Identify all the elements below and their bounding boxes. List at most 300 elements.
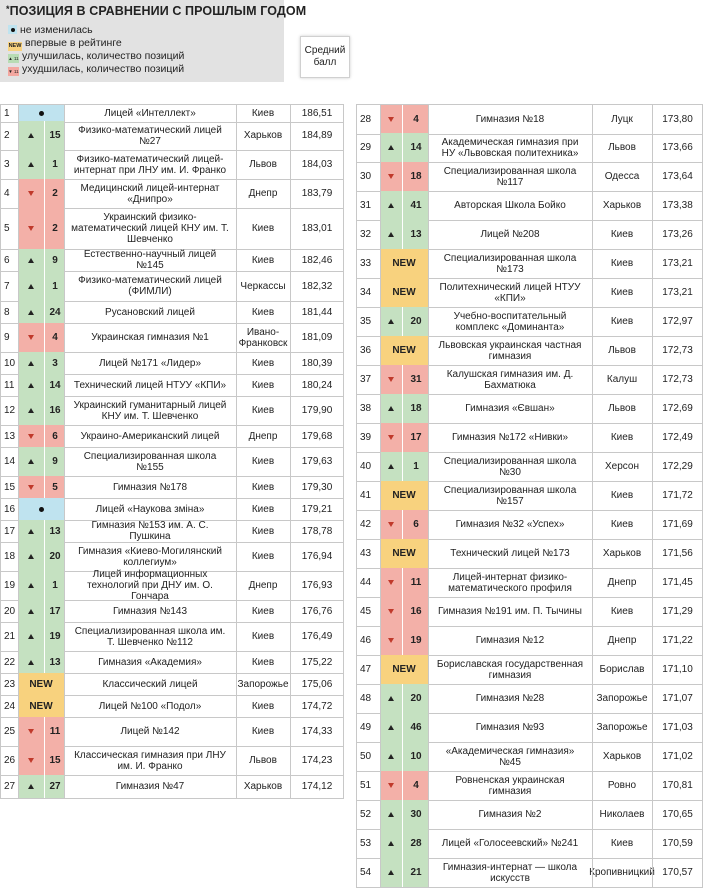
new-badge <box>18 673 64 695</box>
column-divider <box>343 121 344 150</box>
column-divider <box>592 626 593 655</box>
column-divider <box>592 713 593 742</box>
rank-cell: 22 <box>4 656 16 668</box>
position-change: 14 <box>44 374 65 396</box>
column-divider <box>652 713 653 742</box>
average-score: 173,64 <box>662 171 693 182</box>
column-divider <box>380 307 381 336</box>
rank-cell: 36 <box>360 345 372 356</box>
arrow-up-icon <box>28 133 34 138</box>
city: Киев <box>251 456 275 467</box>
arrow-up-icon <box>28 310 34 315</box>
arrow-up-icon <box>28 529 34 534</box>
new-label: NEW <box>29 678 53 690</box>
city: Киев <box>251 503 275 515</box>
column-divider <box>18 695 19 717</box>
position-change: 18 <box>402 162 429 191</box>
position-change: 1 <box>44 571 65 600</box>
average-score: 181,09 <box>301 332 333 343</box>
rank-cell: 23 <box>4 678 16 690</box>
up-arrow-cell <box>18 600 44 622</box>
column-divider <box>343 208 344 249</box>
column-divider <box>380 800 381 829</box>
column-divider <box>236 271 237 301</box>
up-arrow-cell <box>18 651 44 673</box>
city: Киев <box>251 481 275 493</box>
column-divider <box>64 396 65 425</box>
column-divider <box>343 476 344 498</box>
table-row <box>0 571 344 601</box>
average-score: 171,07 <box>662 693 693 704</box>
school-name: Технический лицей НТУУ «КПИ» <box>73 379 227 391</box>
city: Киев <box>610 287 634 298</box>
column-divider <box>652 510 653 539</box>
table-row <box>356 394 703 424</box>
position-change: 11 <box>44 717 65 746</box>
table-row <box>0 600 344 623</box>
column-divider <box>18 121 19 150</box>
down-arrow-cell <box>18 179 44 208</box>
down-arrow-cell <box>380 626 402 655</box>
average-score: 173,26 <box>662 229 693 240</box>
table-row <box>0 476 344 499</box>
column-divider <box>380 626 381 655</box>
average-score: 180,39 <box>301 357 333 369</box>
city: Запорожье <box>237 678 289 690</box>
column-divider <box>652 829 653 858</box>
arrow-up-icon <box>28 634 34 639</box>
column-divider <box>236 746 237 775</box>
school-name: Гимназия №47 <box>115 781 185 792</box>
city: Днепр <box>248 580 278 591</box>
column-divider <box>702 133 703 162</box>
column-divider <box>18 396 19 425</box>
column-divider <box>290 542 291 571</box>
column-divider <box>652 684 653 713</box>
table-row <box>356 829 703 859</box>
rank-cell: 1 <box>4 108 10 119</box>
average-score: 174,23 <box>301 755 333 766</box>
position-change: 28 <box>402 829 429 858</box>
rank-cell: 14 <box>4 456 16 467</box>
column-divider <box>428 771 429 800</box>
column-divider <box>64 498 65 520</box>
position-change: 41 <box>402 191 429 220</box>
same-dot-icon <box>8 25 17 34</box>
column-divider <box>64 374 65 396</box>
up-arrow-cell <box>18 542 44 571</box>
position-change: 19 <box>44 622 65 651</box>
column-divider <box>64 352 65 374</box>
position-change: 13 <box>44 520 65 542</box>
rank-cell: 30 <box>360 171 372 182</box>
city: Днепр <box>607 577 637 588</box>
column-divider <box>380 655 381 684</box>
column-divider <box>290 447 291 476</box>
average-score: 175,06 <box>301 678 333 690</box>
column-divider <box>18 622 19 651</box>
city: Киев <box>251 656 275 668</box>
table-row <box>0 520 344 543</box>
down-arrow-cell <box>380 365 402 394</box>
column-divider <box>592 394 593 423</box>
down-arrow-cell <box>380 568 402 597</box>
column-divider <box>592 684 593 713</box>
school-name: Учебно-воспитательный комплекс «Доминанта» <box>453 310 567 333</box>
position-change: 4 <box>44 323 65 352</box>
position-change: 20 <box>402 307 429 336</box>
up-arrow-cell <box>18 271 44 301</box>
rank-cell: 9 <box>4 332 10 343</box>
column-divider <box>702 568 703 597</box>
average-score: 184,89 <box>301 130 333 141</box>
city: Киев <box>251 254 275 266</box>
table-row <box>0 323 344 353</box>
up-arrow-cell <box>18 121 44 150</box>
up-arrow-cell <box>18 150 44 179</box>
rank-cell: 53 <box>360 838 372 849</box>
rank-cell: 49 <box>360 722 372 733</box>
city: Киев <box>610 258 634 269</box>
average-score: 179,90 <box>301 405 333 416</box>
column-divider <box>428 800 429 829</box>
city: Херсон <box>605 461 639 472</box>
city: Киев <box>610 229 634 240</box>
column-divider <box>380 423 381 452</box>
column-divider <box>428 423 429 452</box>
column-divider <box>380 539 381 568</box>
column-divider <box>428 191 429 220</box>
average-score: 173,80 <box>662 114 693 125</box>
column-divider <box>236 695 237 717</box>
school-name: Специализированная школа им. Т. Шевченко №112 <box>74 625 226 648</box>
rank-cell: 41 <box>360 490 372 501</box>
column-divider <box>236 520 237 542</box>
down-arrow-cell <box>18 476 44 498</box>
arrow-up-icon <box>388 812 394 817</box>
average-score: 176,76 <box>301 605 333 617</box>
column-divider <box>64 542 65 571</box>
column-divider <box>236 476 237 498</box>
avg-header-line1: Средний <box>304 45 346 56</box>
city: Киев <box>251 631 275 642</box>
table-row <box>356 481 703 511</box>
school-name: Украинский физико-математический лицей КНУ им. Т. Шевченко <box>71 212 229 245</box>
column-divider <box>702 800 703 829</box>
city: Калуш <box>606 374 638 385</box>
average-score: 171,56 <box>662 548 693 559</box>
column-divider <box>18 746 19 775</box>
rank-cell: 45 <box>360 606 372 617</box>
column-divider <box>592 829 593 858</box>
city: Киев <box>610 432 634 443</box>
column-divider <box>592 452 593 481</box>
city: Киев <box>251 108 275 119</box>
new-badge <box>380 481 428 510</box>
arrow-up-icon <box>28 162 34 167</box>
column-divider <box>290 208 291 249</box>
table-row <box>0 396 344 426</box>
arrow-down-icon <box>388 580 394 585</box>
column-divider <box>236 425 237 447</box>
column-divider <box>343 695 344 717</box>
up-arrow-cell <box>380 800 402 829</box>
column-divider <box>343 775 344 798</box>
column-divider <box>18 271 19 301</box>
position-change: 13 <box>402 220 429 249</box>
city: Киев <box>251 306 275 318</box>
average-score: 173,21 <box>662 287 693 298</box>
school-name: Лицей «Наукова зміна» <box>95 503 205 515</box>
school-name: Лицей №100 «Подол» <box>98 700 202 712</box>
column-divider <box>343 374 344 396</box>
column-divider <box>428 336 429 365</box>
column-divider <box>652 394 653 423</box>
column-divider <box>64 775 65 798</box>
average-score: 171,10 <box>662 664 693 675</box>
up-arrow-cell <box>380 713 402 742</box>
average-score: 170,65 <box>662 809 693 820</box>
average-score: 173,38 <box>662 200 693 211</box>
table-row <box>356 742 703 772</box>
table-row <box>0 498 344 521</box>
school-name: Физико-математический лицей-интернат при ЛНУ им. И. Франко <box>73 153 227 176</box>
down-arrow-cell <box>380 105 402 134</box>
rank-cell: 6 <box>4 254 10 266</box>
rank-cell: 5 <box>4 223 10 234</box>
column-divider <box>343 425 344 447</box>
column-divider <box>18 498 19 520</box>
column-divider <box>18 105 19 122</box>
column-divider <box>652 597 653 626</box>
column-divider <box>652 307 653 336</box>
column-divider <box>64 746 65 775</box>
column-divider <box>64 179 65 208</box>
column-divider <box>702 713 703 742</box>
column-divider <box>64 622 65 651</box>
arrow-up-icon <box>388 841 394 846</box>
average-score: 171,03 <box>662 722 693 733</box>
column-divider <box>18 301 19 323</box>
column-divider <box>652 278 653 307</box>
column-divider <box>592 510 593 539</box>
arrow-up-icon <box>28 284 34 289</box>
column-divider <box>380 510 381 539</box>
column-divider <box>18 651 19 673</box>
column-divider <box>236 121 237 150</box>
rank-cell: 35 <box>360 316 372 327</box>
column-divider <box>652 481 653 510</box>
column-divider <box>652 858 653 887</box>
rank-cell: 4 <box>4 188 10 199</box>
column-divider <box>702 655 703 684</box>
column-divider <box>428 742 429 771</box>
position-change: 14 <box>402 133 429 162</box>
position-change: 30 <box>402 800 429 829</box>
up-arrow-cell <box>18 396 44 425</box>
column-divider <box>64 150 65 179</box>
legend-down-label: ухудшилась, количество позиций <box>22 63 185 75</box>
arrow-up-icon <box>388 464 394 469</box>
column-divider <box>592 597 593 626</box>
city: Львов <box>608 345 636 356</box>
average-score: 172,73 <box>662 345 693 356</box>
city: Харьков <box>602 200 642 211</box>
column-divider <box>290 249 291 271</box>
up-arrow-cell <box>380 684 402 713</box>
column-divider <box>18 775 19 798</box>
column-divider <box>290 520 291 542</box>
school-name: Ровненская украинская гимназия <box>455 774 565 797</box>
column-divider <box>236 498 237 520</box>
column-divider <box>428 655 429 684</box>
column-divider <box>290 150 291 179</box>
column-divider <box>18 542 19 571</box>
rank-cell: 16 <box>4 503 16 515</box>
legend-title <box>6 4 306 18</box>
column-divider <box>652 655 653 684</box>
column-divider <box>428 307 429 336</box>
column-divider <box>428 278 429 307</box>
average-score-header <box>300 36 350 78</box>
position-change: 17 <box>44 600 65 622</box>
school-name: Гимназия №178 <box>112 481 188 493</box>
column-divider <box>428 452 429 481</box>
position-change: 20 <box>402 684 429 713</box>
school-name: Авторская Школа Бойко <box>454 200 566 211</box>
column-divider <box>652 568 653 597</box>
rank-cell: 17 <box>4 525 16 537</box>
column-divider <box>592 162 593 191</box>
table-row <box>356 684 703 714</box>
arrow-down-icon <box>28 226 34 231</box>
down-arrow-cell <box>380 423 402 452</box>
column-divider <box>380 365 381 394</box>
table-row <box>0 673 344 696</box>
table-row <box>356 655 703 685</box>
arrow-down-icon <box>28 729 34 734</box>
position-change: 2 <box>44 179 65 208</box>
rank-cell: 33 <box>360 258 372 269</box>
column-divider <box>702 597 703 626</box>
column-divider <box>343 249 344 271</box>
column-divider <box>290 695 291 717</box>
school-name: Бориславская государственная гимназия <box>436 658 584 681</box>
column-divider <box>18 600 19 622</box>
column-divider <box>290 374 291 396</box>
column-divider <box>343 271 344 301</box>
city: Киев <box>251 700 275 712</box>
table-row <box>0 746 344 776</box>
column-divider <box>428 510 429 539</box>
column-divider <box>290 673 291 695</box>
new-label: NEW <box>392 258 416 269</box>
legend <box>0 0 307 82</box>
column-divider <box>236 447 237 476</box>
up-badge-icon: ▲ 11 <box>8 56 19 61</box>
arrow-up-icon <box>388 725 394 730</box>
column-divider <box>652 423 653 452</box>
column-divider <box>428 220 429 249</box>
average-score: 184,03 <box>301 159 333 170</box>
up-arrow-cell <box>18 520 44 542</box>
column-divider <box>64 695 65 717</box>
column-divider <box>236 396 237 425</box>
school-name: Физико-математический лицей №27 <box>78 124 222 147</box>
column-divider <box>236 673 237 695</box>
city: Запорожье <box>596 722 648 733</box>
position-change: 1 <box>402 452 429 481</box>
column-divider <box>236 105 237 122</box>
average-score: 171,02 <box>662 751 693 762</box>
school-name: Специализированная школа №155 <box>83 450 217 473</box>
average-score: 176,49 <box>301 631 333 642</box>
table-row <box>356 510 703 540</box>
arrow-up-icon <box>388 696 394 701</box>
rank-cell: 24 <box>4 700 16 712</box>
column-divider <box>290 498 291 520</box>
column-divider <box>380 336 381 365</box>
table-row <box>0 208 344 250</box>
column-divider <box>380 829 381 858</box>
column-divider <box>18 476 19 498</box>
column-divider <box>592 365 593 394</box>
up-arrow-cell <box>18 352 44 374</box>
rank-cell: 42 <box>360 519 372 530</box>
column-divider <box>236 150 237 179</box>
table-row <box>0 121 344 151</box>
average-score: 183,79 <box>301 188 333 199</box>
column-divider <box>18 571 19 600</box>
legend-up-label: улучшилась, количество позиций <box>22 50 185 62</box>
column-divider <box>428 713 429 742</box>
column-divider <box>592 105 593 134</box>
column-divider <box>236 179 237 208</box>
rank-cell: 7 <box>4 280 10 292</box>
city: Днепр <box>248 430 278 442</box>
average-score: 179,21 <box>301 503 333 515</box>
column-divider <box>652 800 653 829</box>
city: Киев <box>610 838 634 849</box>
up-arrow-cell <box>18 775 44 798</box>
column-divider <box>592 568 593 597</box>
column-divider <box>236 208 237 249</box>
position-change: 1 <box>44 271 65 301</box>
average-score: 171,45 <box>662 577 693 588</box>
average-score: 179,63 <box>301 456 333 467</box>
column-divider <box>343 651 344 673</box>
column-divider <box>428 684 429 713</box>
city: Киев <box>610 519 634 530</box>
position-change: 5 <box>44 476 65 498</box>
arrow-up-icon <box>388 232 394 237</box>
average-score: 186,51 <box>301 108 333 119</box>
city: Киев <box>610 316 634 327</box>
column-divider <box>343 396 344 425</box>
arrow-up-icon <box>388 870 394 875</box>
column-divider <box>702 858 703 887</box>
column-divider <box>702 105 703 134</box>
position-change: 9 <box>44 447 65 476</box>
table-row <box>356 539 703 569</box>
down-arrow-cell <box>18 746 44 775</box>
arrow-down-icon <box>28 335 34 340</box>
column-divider <box>343 323 344 352</box>
school-name: Физико-математический лицей (ФИМЛИ) <box>78 275 222 297</box>
column-divider <box>64 249 65 271</box>
school-name: «Академическая гимназия» №45 <box>445 745 575 768</box>
column-divider <box>290 121 291 150</box>
